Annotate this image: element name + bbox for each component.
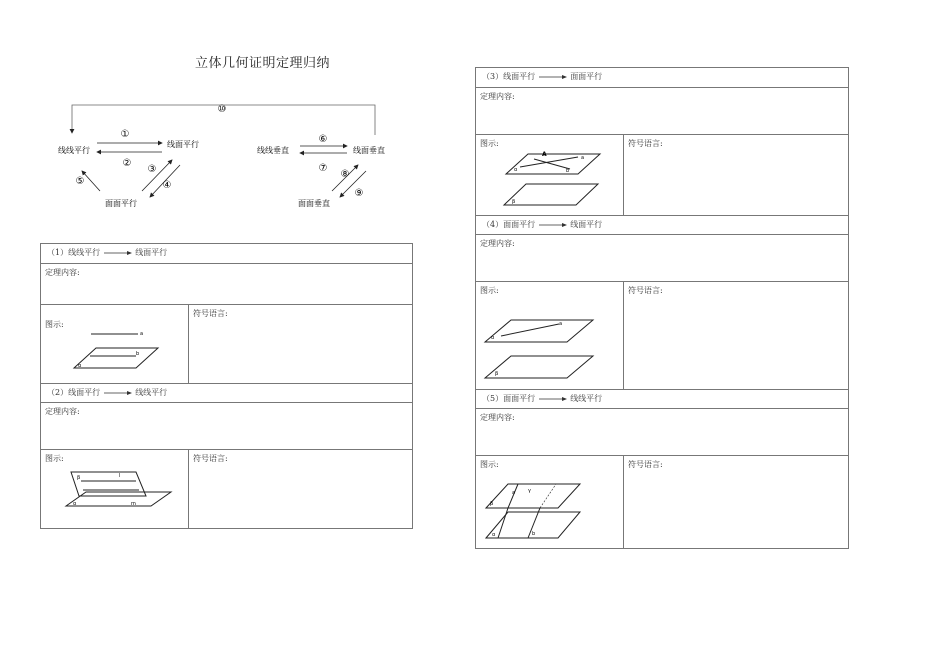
- svg-text:α: α: [73, 501, 77, 507]
- svg-text:α: α: [514, 167, 518, 173]
- section-5-num: （5）: [482, 394, 504, 403]
- svg-text:β: β: [490, 501, 494, 507]
- marker-4: ④: [162, 180, 172, 191]
- figure-cell: [41, 450, 189, 529]
- node-line-line-perpendicular: 线线垂直: [257, 146, 289, 155]
- symbol-label: 符号语言:: [193, 454, 228, 463]
- right-theorem-table: [475, 67, 849, 549]
- section-2-to: 线线平行: [135, 388, 168, 397]
- svg-text:α: α: [492, 532, 496, 538]
- section-1-from: 线线平行: [68, 248, 101, 257]
- content-label: 定理内容:: [45, 268, 80, 277]
- section-3-header: [476, 68, 848, 87]
- arrow-icon: [103, 250, 133, 256]
- section-2-num: （2）: [47, 388, 69, 397]
- arrow-icon: [538, 74, 568, 80]
- arrow-icon: [103, 390, 133, 396]
- marker-9: ⑨: [354, 188, 364, 199]
- figure-label: 图示:: [45, 320, 64, 329]
- section-3-num: （3）: [482, 72, 504, 81]
- node-line-plane-perpendicular: 线面垂直: [353, 146, 385, 155]
- page-title: 立体几何证明定理归纳: [195, 56, 331, 71]
- section-3-figure-row: [476, 134, 848, 215]
- marker-10: ⑩: [217, 104, 227, 115]
- symbol-cell: [624, 282, 848, 389]
- section-1-content-row: [41, 263, 412, 304]
- figure-parallel-planes-line: [481, 304, 606, 384]
- section-4-header: [476, 215, 848, 234]
- section-3-content-row: [476, 87, 848, 134]
- figure-planes-intersecting: [482, 478, 602, 544]
- section-2-content-row: [41, 402, 412, 449]
- node-plane-plane-parallel: 面面平行: [105, 199, 137, 208]
- section-3-from: 线面平行: [503, 72, 536, 81]
- section-5-header: [476, 389, 848, 408]
- figure-cell: [41, 305, 189, 383]
- svg-text:α: α: [491, 335, 495, 341]
- content-label: 定理内容:: [480, 239, 515, 248]
- figure-cell: [476, 456, 624, 549]
- svg-text:α: α: [78, 363, 82, 369]
- content-label: 定理内容:: [45, 407, 80, 416]
- marker-2: ②: [122, 158, 132, 169]
- symbol-cell: [189, 305, 412, 383]
- section-4-content-row: [476, 234, 848, 281]
- svg-text:l: l: [119, 473, 121, 479]
- section-4-num: （4）: [482, 220, 504, 229]
- symbol-label: 符号语言:: [628, 286, 663, 295]
- figure-cell: [476, 135, 624, 215]
- section-1-figure-row: [41, 304, 412, 383]
- content-label: 定理内容:: [480, 92, 515, 101]
- section-5-to: 线线平行: [570, 394, 603, 403]
- arrow-icon: [538, 222, 568, 228]
- section-1-header: [41, 244, 412, 263]
- node-line-plane-parallel: 线面平行: [167, 140, 199, 149]
- figure-label: 图示:: [480, 139, 499, 148]
- section-2-header: [41, 383, 412, 402]
- marker-6: ⑥: [318, 134, 328, 145]
- svg-text:β: β: [77, 475, 81, 481]
- section-4-to: 线面平行: [570, 220, 603, 229]
- marker-8: ⑧: [340, 169, 350, 180]
- svg-text:a: a: [512, 490, 516, 496]
- marker-1: ①: [120, 129, 130, 140]
- svg-text:b: b: [532, 531, 536, 537]
- figure-two-planes-lines: [498, 147, 608, 213]
- svg-text:A: A: [542, 151, 547, 158]
- figure-cell: [476, 282, 624, 389]
- section-4-from: 面面平行: [503, 220, 536, 229]
- marker-5: ⑤: [75, 176, 85, 187]
- section-3-to: 面面平行: [570, 72, 603, 81]
- svg-text:b: b: [136, 351, 140, 357]
- relation-diagram: [0, 95, 440, 220]
- figure-label: 图示:: [480, 286, 499, 295]
- arrow-5: [82, 171, 100, 191]
- svg-text:a: a: [581, 155, 585, 161]
- svg-text:b: b: [566, 168, 570, 174]
- arrow-icon: [538, 396, 568, 402]
- section-1-to: 线面平行: [135, 248, 168, 257]
- symbol-cell: [624, 135, 848, 215]
- symbol-label: 符号语言:: [628, 139, 663, 148]
- figure-line-plane-to-line: [61, 464, 186, 514]
- section-5-content-row: [476, 408, 848, 455]
- svg-text:a: a: [559, 321, 563, 327]
- svg-text:a: a: [140, 331, 144, 337]
- left-theorem-table: [40, 243, 413, 529]
- marker-7: ⑦: [318, 163, 328, 174]
- node-line-line-parallel: 线线平行: [58, 146, 90, 155]
- symbol-cell: [624, 456, 848, 549]
- section-2-from: 线面平行: [68, 388, 101, 397]
- svg-text:β: β: [495, 371, 499, 377]
- symbol-cell: [189, 450, 412, 529]
- svg-text:m: m: [131, 501, 136, 507]
- section-4-figure-row: [476, 281, 848, 389]
- symbol-label: 符号语言:: [193, 309, 228, 318]
- section-1-num: （1）: [47, 248, 69, 257]
- svg-text:β: β: [512, 199, 516, 205]
- figure-label: 图示:: [480, 460, 499, 469]
- marker-3: ③: [147, 164, 157, 175]
- section-5-from: 面面平行: [503, 394, 536, 403]
- figure-line-plane-parallel: [66, 325, 186, 375]
- section-5-figure-row: [476, 455, 848, 549]
- svg-text:γ: γ: [528, 488, 531, 494]
- symbol-label: 符号语言:: [628, 460, 663, 469]
- figure-label: 图示:: [45, 454, 64, 463]
- section-2-figure-row: [41, 449, 412, 529]
- node-plane-plane-perpendicular: 面面垂直: [298, 199, 330, 208]
- content-label: 定理内容:: [480, 413, 515, 422]
